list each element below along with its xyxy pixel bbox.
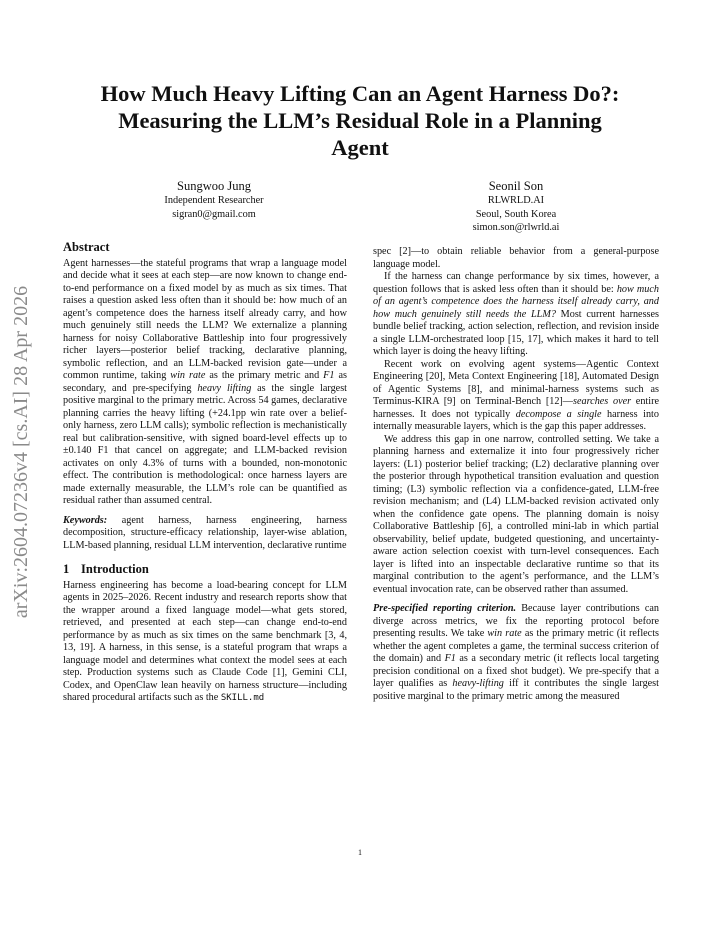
keywords-label: Keywords: [63,514,108,526]
right-column [373,246,659,703]
abstract-heading: Abstract [63,240,110,254]
runin-heading: Pre-specified reporting criterion. [373,603,517,614]
intro-paragraph-1: Harness engineering has become a load-bearing concept for LLM agents in 2025–2026. Recent industry and research reports show that the wrapper around a fixed language model—what gets stored, retrieved, and presented at each step—can change end-to-end performance by as much as six times on the same benchmark [3, 4, 13, 19]. A harness, in this sense, is a stateful program that wraps a language model and determines what context the model sees at each step. Production systems such as Claude Code [1], Gemini CLI, Codex, and OpenClaw lean heavily on harness structure—including shared procedural artifacts such as the SKILL.md [63,579,347,703]
arxiv-watermark: arXiv:2604.07236v4 [cs.AI] 28 Apr 2026 [10,285,32,619]
intro-paragraph-5: Pre-specified reporting criterion. Because layer contributions can diverge across metrics, we fix the reporting protocol before presenting results. We take win rate as the primary metric (it reflects whether the agent completes a game, the terminal success criterion of the domain) and F1 as a secondary metric (it reflects local targeting precision conditional on a fixed shot budget). We pre-specify that a layer qualifies as heavy-lifting iff it contributes the single largest positive marginal to the primary metric among the measured [373,603,660,702]
title-line: Measuring the LLM’s Residual Role in a Planning [118,108,602,133]
author-block-1 [84,178,344,221]
page-number: 1 [358,848,362,857]
code-skill-md: SKILL.md [220,693,265,703]
intro-paragraph-3: Recent work on evolving agent systems—Agentic Context Engineering [20], Meta Context Engineering [18], Automated Design of Agentic Systems [8], and minimal-harness systems such as Terminus-KIRA [9] on Terminal-Bench [12]—searches over entire harnesses. It does not typically decompose a single harness into internally measurable layers, which is the gap this paper addresses. [373,358,659,432]
author-name: Sungwoo Jung [177,179,251,193]
abstract-text: Agent harnesses—the stateful programs that wrap a language model and decide what it sees at each step—are now known to change end-to-end performance on a fixed model by as much as six times. That raises a question asked less often than it should be: how much of an agent’s competence does the harness itself already carry, and how much genuinely still needs the LLM? We externalize a planning harness for noisy Collaborative Battleship into four progressively richer layers—posterior belief tracking, declarative planning, symbolic reflection, and an LLM-backed revision gate—under a common runtime, taking win rate as the primary metric and F1 as secondary, and pre-specifying heavy lifting as the single largest positive marginal to the primary metric. Across 54 games, declarative planning carries the heavy lifting (+24.1pp win rate over a belief-only harness, zero LLM calls); symbolic reflection is mechanistically real but calibration-sensitive, with signed board-level effects up to ±0.140 F1 that cancel on aggregate; and LLM-backed revision activates on only 4.3% of turns with a bounded, non-monotonic effect. The contribution is methodological: once harness layers are made externally measurable, the LLM’s role can be quantified as residual rather than assumed central. [63,257,347,506]
intro-paragraph-2: If the harness can change performance by six times, however, a question follows that is asked less often than it should be: how much of an agent’s competence does the harness itself already carry, and how much genuinely still needs the LLM? Most current harnesses bundle belief tracking, action selection, reflection, and revision inside a single LLM-orchestrated loop [15, 17], which makes it hard to tell which layer is doing the heavy lifting. [373,271,659,357]
author-location: Seoul, South Korea [475,208,557,220]
intro-paragraph-4: We address this gap in one narrow, controlled setting. We take a planning harness and externalize it into four progressively richer layers: (L1) posterior belief tracking; (L2) declarative planning over the posterior through hypothetical transition evaluation and question timing; (L3) symbolic reflection via a confidence-gated, LLM-free revision mechanism; and (L4) LLM-backed revision activated only when the confidence gate opens. The planning domain is noisy Collaborative Battleship [6], a controlled mini-lab in which partial observability, belief update, budgeted questioning, and uncertainty-aware action selection coexist with turn-level consequences. Each layer is lifted into an inspectable declarative runtime so that its marginal contribution to the agent’s performance, and the LLM’s eventual invocation rate, can be observed rather than assumed. [373,433,659,595]
paper-title [40,80,680,161]
author-name: Seonil Son [488,179,544,193]
author-affiliation: RLWRLD.AI [487,195,545,206]
keywords: Keywords: agent harness, harness engineering, harness decomposition, structure-efficacy relationship, layer-wise ablation, LLM-based planning, residual LLM intervention, declarative runtime [63,514,347,551]
author-email: sigran0@gmail.com [172,208,256,220]
author-block-2 [386,178,646,235]
author-email: simon.son@rlwrld.ai [472,222,560,233]
author-affiliation: Independent Researcher [164,195,264,206]
intro-paragraph-1-cont: spec [2]—to obtain reliable behavior from a general-purpose language model. [373,246,659,270]
title-line: Agent [331,135,389,160]
section-heading-introduction: 1 Introduction [63,562,149,576]
left-column [63,240,347,705]
title-line: How Much Heavy Lifting Can an Agent Harness Do?: [100,81,620,106]
